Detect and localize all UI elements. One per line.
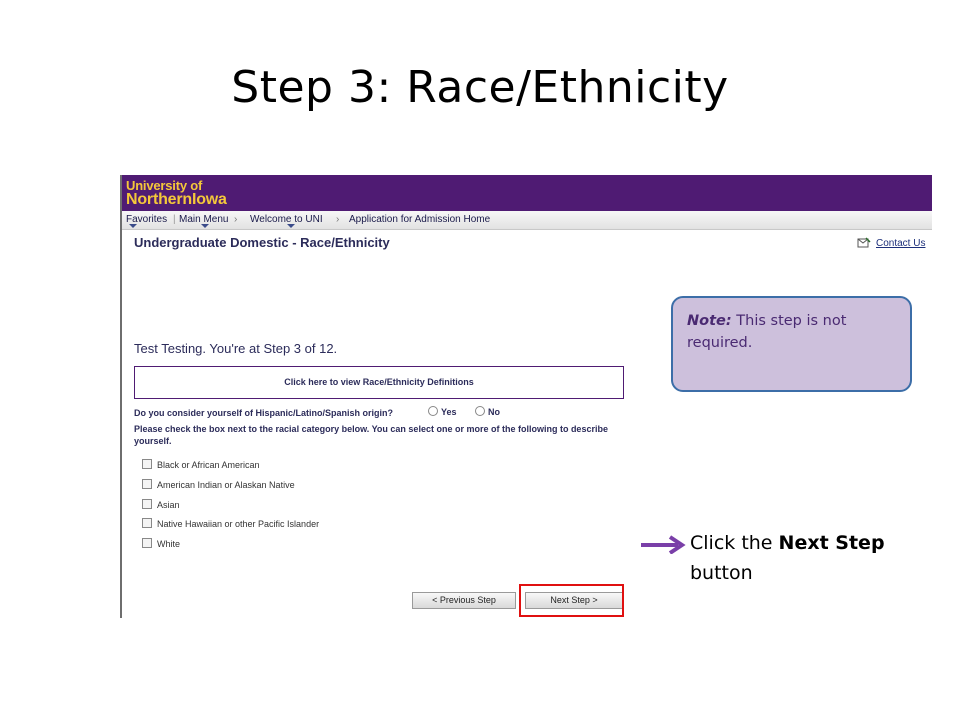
race-checkbox[interactable] [142,479,152,489]
arrow-right-icon [640,534,686,554]
step-progress-text: Test Testing. You're at Step 3 of 12. [134,341,338,356]
instruction-text [690,528,930,588]
university-logo[interactable] [126,179,227,207]
slide-title: Step 3: Race/Ethnicity [231,62,729,113]
definitions-link[interactable]: Click here to view Race/Ethnicity Definitions [284,377,474,387]
nav-main-menu[interactable]: Main Menu [179,214,229,225]
race-checkbox[interactable] [142,499,152,509]
race-option-label: Native Hawaiian or other Pacific Islander [157,519,320,529]
contact-icon[interactable] [857,237,871,249]
race-option-label: Asian [157,500,180,510]
nav-separator-icon: › [234,214,238,225]
hispanic-question: Do you consider yourself of Hispanic/Latino/Spanish origin? [134,408,394,418]
favorites-chevron-down-icon[interactable] [129,224,137,228]
radio-no-button[interactable] [475,406,485,416]
race-checkbox[interactable] [142,518,152,528]
instruction-prefix: Click the [690,532,773,554]
logo-line-2: NorthernIowa [126,191,227,208]
race-option-label: Black or African American [157,460,260,470]
race-checkbox[interactable] [142,459,152,469]
breadcrumb-nav [122,211,932,230]
next-step-button[interactable]: Next Step > [525,592,623,609]
nav-favorites[interactable]: Favorites [126,214,168,225]
main-menu-chevron-down-icon[interactable] [201,224,209,228]
radio-yes-button[interactable] [428,406,438,416]
race-option[interactable] [142,499,180,510]
previous-step-button[interactable]: < Previous Step [412,592,516,609]
race-option[interactable] [142,479,295,490]
race-option[interactable] [142,459,260,470]
race-option[interactable] [142,518,319,529]
logo-line-1: University of [126,178,203,193]
note-text: This step is not required. [687,313,847,351]
nav-divider: | [173,214,176,225]
race-checkbox[interactable] [142,538,152,548]
radio-no-label: No [488,407,500,417]
nav-separator-icon: › [336,214,340,225]
contact-us-link[interactable]: Contact Us [876,238,926,249]
page-title: Undergraduate Domestic - Race/Ethnicity [134,235,390,250]
nav-welcome[interactable]: Welcome to UNI [250,214,323,225]
instruction-suffix: button [690,562,753,584]
race-option-label: American Indian or Alaskan Native [157,480,295,490]
note-callout [671,296,912,392]
race-option[interactable] [142,538,180,549]
header-banner [122,175,932,211]
radio-yes[interactable] [428,406,457,417]
race-instructions: Please check the box next to the racial category below. You can select one or more of the following to describe yourself. [134,424,608,446]
note-label: Note: [687,313,732,329]
race-option-label: White [157,539,181,549]
welcome-chevron-down-icon[interactable] [287,224,295,228]
nav-application-home[interactable]: Application for Admission Home [349,214,491,225]
definitions-box [134,366,624,399]
instruction-bold: Next Step [778,532,885,554]
radio-no[interactable] [475,406,500,417]
radio-yes-label: Yes [441,407,457,417]
next-step-highlight [519,584,624,617]
